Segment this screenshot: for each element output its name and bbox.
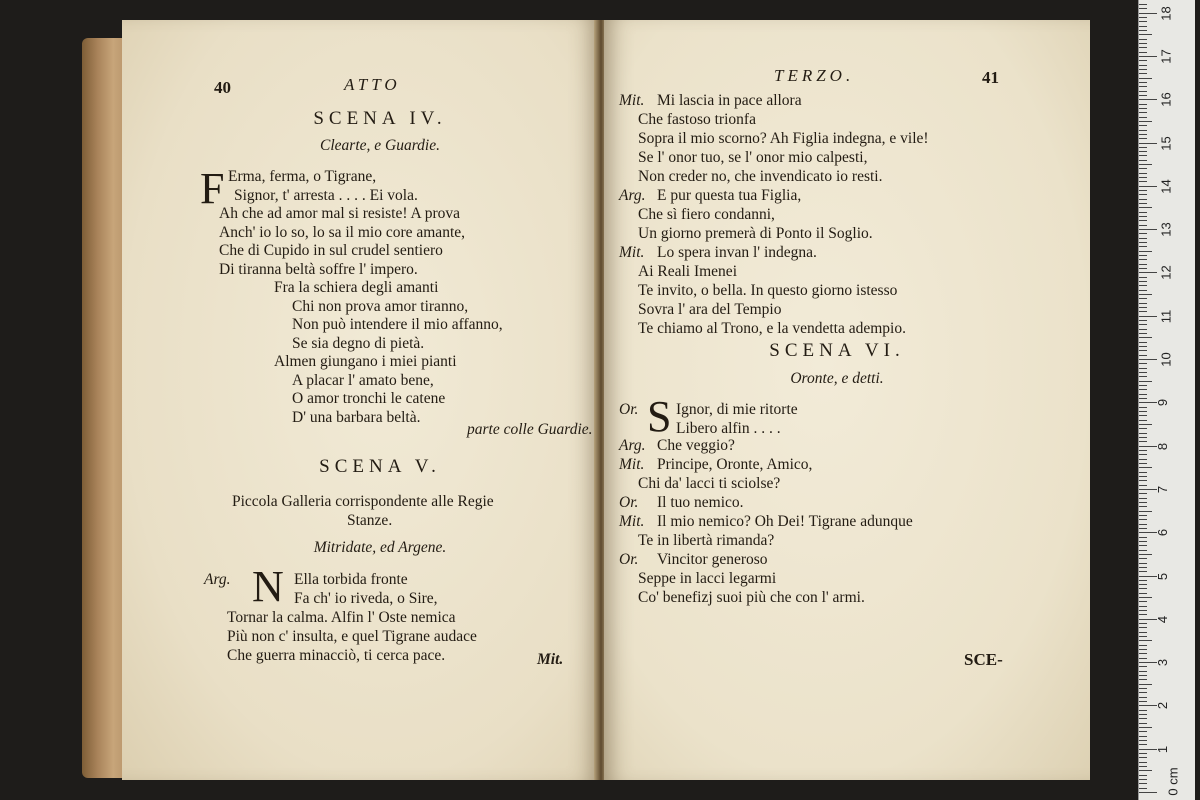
ruler-tick bbox=[1139, 108, 1147, 109]
verse-line: Almen giungano i miei pianti bbox=[274, 353, 457, 370]
ruler-tick bbox=[1139, 86, 1147, 87]
ruler-tick bbox=[1139, 710, 1147, 711]
verse-line: Non può intendere il mio affanno, bbox=[292, 316, 503, 333]
verse-line: Te invito, o bella. In questo giorno istesso bbox=[638, 282, 898, 299]
ruler-tick bbox=[1139, 30, 1147, 31]
ruler-tick bbox=[1139, 207, 1152, 208]
ruler-tick bbox=[1139, 143, 1157, 144]
ruler-tick bbox=[1139, 359, 1157, 360]
ruler-number: 15 bbox=[1158, 135, 1174, 151]
speaker-label: Mit. bbox=[619, 92, 645, 109]
ruler-tick bbox=[1139, 69, 1147, 70]
ruler-tick bbox=[1139, 264, 1147, 265]
ruler-tick bbox=[1139, 121, 1152, 122]
ruler-tick bbox=[1139, 744, 1147, 745]
ruler-tick bbox=[1139, 355, 1147, 356]
verse-line: Di tiranna beltà soffre l' impero. bbox=[219, 260, 418, 278]
ruler-tick bbox=[1139, 415, 1147, 416]
ruler-tick bbox=[1139, 324, 1147, 325]
ruler-number: 1 bbox=[1155, 745, 1171, 753]
ruler-tick bbox=[1139, 168, 1147, 169]
ruler-tick bbox=[1139, 91, 1147, 92]
ruler-tick bbox=[1139, 186, 1157, 187]
ruler-tick bbox=[1139, 285, 1147, 286]
scene-setting: Stanze. bbox=[347, 512, 393, 529]
drop-cap: N bbox=[252, 562, 284, 611]
verse-line: Un giorno premerà di Ponto il Soglio. bbox=[638, 225, 873, 242]
ruler-tick bbox=[1139, 610, 1147, 611]
ruler-tick bbox=[1139, 268, 1147, 269]
ruler-number: 11 bbox=[1158, 309, 1174, 323]
ruler-tick bbox=[1139, 294, 1152, 295]
ruler-tick bbox=[1139, 524, 1147, 525]
verse-line: Mi lascia in pace allora bbox=[657, 92, 802, 109]
ruler-tick bbox=[1139, 4, 1147, 5]
ruler-tick bbox=[1139, 52, 1147, 53]
ruler-tick bbox=[1139, 385, 1147, 386]
ruler-tick bbox=[1139, 653, 1147, 654]
ruler-tick bbox=[1139, 337, 1152, 338]
verse-line: Il mio nemico? Oh Dei! Tigrane adunque bbox=[657, 513, 913, 530]
verse-line: Fra la schiera degli amanti bbox=[274, 279, 439, 296]
ruler-tick bbox=[1139, 757, 1147, 758]
ruler-tick bbox=[1139, 311, 1147, 312]
ruler-tick bbox=[1139, 558, 1147, 559]
ruler-tick bbox=[1139, 130, 1147, 131]
ruler-tick bbox=[1139, 47, 1147, 48]
ruler-tick bbox=[1139, 550, 1147, 551]
speaker-label: Arg. bbox=[204, 571, 231, 588]
scene-characters: Clearte, e Guardie. bbox=[320, 137, 440, 154]
ruler-tick bbox=[1139, 450, 1147, 451]
ruler-tick bbox=[1139, 571, 1147, 572]
open-book bbox=[82, 20, 1090, 780]
verse-line: Seppe in lacci legarmi bbox=[638, 570, 777, 587]
ruler-tick bbox=[1139, 411, 1147, 412]
ruler-tick bbox=[1139, 636, 1147, 637]
ruler-tick bbox=[1139, 528, 1147, 529]
ruler-tick bbox=[1139, 95, 1147, 96]
running-head: ATTO bbox=[344, 75, 401, 94]
ruler-tick bbox=[1139, 718, 1147, 719]
verse-line: Se l' onor tuo, se l' onor mio calpesti, bbox=[638, 149, 868, 166]
ruler-tick bbox=[1139, 766, 1147, 767]
ruler-tick bbox=[1139, 316, 1157, 317]
ruler-tick bbox=[1139, 736, 1147, 737]
ruler-tick bbox=[1139, 684, 1152, 685]
speaker-label: Mit. bbox=[619, 456, 645, 473]
ruler-tick bbox=[1139, 65, 1147, 66]
ruler-tick bbox=[1139, 459, 1147, 460]
ruler-tick bbox=[1139, 485, 1147, 486]
ruler-tick bbox=[1139, 290, 1147, 291]
ruler-tick bbox=[1139, 398, 1147, 399]
ruler-number: 6 bbox=[1155, 529, 1171, 537]
ruler-tick bbox=[1139, 753, 1147, 754]
ruler-tick bbox=[1139, 350, 1147, 351]
ruler-number: 14 bbox=[1158, 179, 1174, 194]
ruler-tick bbox=[1139, 117, 1147, 118]
ruler-tick bbox=[1139, 346, 1147, 347]
ruler-number: 3 bbox=[1155, 658, 1171, 667]
ruler-tick bbox=[1139, 155, 1147, 156]
verse-line: Fa ch' io riveda, o Sire, bbox=[294, 590, 438, 607]
ruler-tick bbox=[1139, 498, 1147, 499]
ruler-tick bbox=[1139, 623, 1147, 624]
ruler-tick bbox=[1139, 246, 1147, 247]
ruler-tick bbox=[1139, 160, 1147, 161]
ruler-tick bbox=[1139, 99, 1157, 100]
ruler-tick bbox=[1139, 104, 1147, 105]
verse-line: Che fastoso trionfa bbox=[638, 111, 756, 128]
ruler-tick bbox=[1139, 731, 1147, 732]
verse-line: Che di Cupido in sul crudel sentiero bbox=[219, 242, 443, 259]
ruler-tick bbox=[1139, 467, 1152, 468]
verse-line: D' una barbara beltà. bbox=[292, 408, 421, 426]
running-head: TERZO. bbox=[774, 66, 855, 85]
ruler-tick bbox=[1139, 60, 1147, 61]
verse-line: Il tuo nemico. bbox=[657, 494, 744, 511]
verse-line: Te chiamo al Trono, e la vendetta adempio. bbox=[638, 320, 906, 337]
ruler-tick bbox=[1139, 433, 1147, 434]
ruler-tick bbox=[1139, 125, 1147, 126]
verse-line: Più non c' insulta, e quel Tigrane audace bbox=[227, 628, 477, 645]
ruler-tick bbox=[1139, 515, 1147, 516]
scene-characters: Mitridate, ed Argene. bbox=[313, 539, 447, 556]
drop-cap: S bbox=[647, 392, 672, 441]
stage-direction: parte colle Guardie. bbox=[467, 421, 593, 438]
ruler-tick bbox=[1139, 692, 1147, 693]
ruler-tick bbox=[1139, 78, 1152, 79]
ruler-tick bbox=[1139, 56, 1157, 57]
speaker-label: Mit. bbox=[619, 244, 645, 261]
ruler-tick bbox=[1139, 298, 1147, 299]
ruler-tick bbox=[1139, 320, 1147, 321]
ruler-tick bbox=[1139, 597, 1152, 598]
ruler-tick bbox=[1139, 688, 1147, 689]
ruler-tick bbox=[1139, 640, 1152, 641]
ruler-tick bbox=[1139, 272, 1157, 273]
scene-title: SCENA VI. bbox=[769, 340, 905, 361]
ruler-tick bbox=[1139, 329, 1147, 330]
ruler-tick bbox=[1139, 658, 1147, 659]
measurement-ruler bbox=[1138, 0, 1195, 800]
ruler-tick bbox=[1139, 601, 1147, 602]
verse-line: Non creder no, che invendicato io resti. bbox=[638, 168, 883, 185]
verse-line: Che sì fiero condanni, bbox=[638, 206, 775, 223]
ruler-tick bbox=[1139, 134, 1147, 135]
ruler-tick bbox=[1139, 259, 1147, 260]
ruler-tick bbox=[1139, 203, 1147, 204]
ruler-tick bbox=[1139, 21, 1147, 22]
ruler-tick bbox=[1139, 775, 1147, 776]
page-number: 40 bbox=[214, 78, 231, 97]
ruler-tick bbox=[1139, 138, 1147, 139]
ruler-tick bbox=[1139, 147, 1147, 148]
ruler-tick bbox=[1139, 303, 1147, 304]
left-page bbox=[122, 20, 598, 780]
ruler-tick bbox=[1139, 480, 1147, 481]
ruler-tick bbox=[1139, 727, 1152, 728]
ruler-number: 10 bbox=[1158, 352, 1174, 367]
drop-cap: F bbox=[200, 164, 225, 213]
ruler-number: 13 bbox=[1158, 222, 1174, 237]
ruler-tick bbox=[1139, 675, 1147, 676]
ruler-tick bbox=[1139, 714, 1147, 715]
ruler-tick bbox=[1139, 73, 1147, 74]
ruler-tick bbox=[1139, 519, 1147, 520]
verse-line: Principe, Oronte, Amico, bbox=[657, 456, 813, 473]
verse-line: Anch' io lo so, lo sa il mio core amante, bbox=[219, 223, 466, 241]
verse-line: Chi da' lacci ti sciolse? bbox=[638, 475, 781, 492]
verse-line: Ah che ad amor mal si resiste! A prova bbox=[219, 205, 461, 222]
verse-line: Ai Reali Imenei bbox=[638, 263, 737, 280]
ruler-tick bbox=[1139, 567, 1147, 568]
ruler-tick bbox=[1139, 762, 1147, 763]
scene-title: SCENA V. bbox=[319, 456, 441, 477]
ruler-tick bbox=[1139, 428, 1147, 429]
verse-line: Vincitor generoso bbox=[657, 551, 768, 568]
ruler-tick bbox=[1139, 13, 1157, 14]
ruler-tick bbox=[1139, 441, 1147, 442]
ruler-tick bbox=[1139, 701, 1147, 702]
ruler-number: 16 bbox=[1158, 92, 1174, 107]
ruler-tick bbox=[1139, 242, 1147, 243]
verse-line: Che veggio? bbox=[657, 437, 735, 454]
ruler-tick bbox=[1139, 255, 1147, 256]
verse-line: Sovra l' ara del Tempio bbox=[638, 301, 782, 318]
ruler-tick bbox=[1139, 788, 1147, 789]
speaker-label: Mit. bbox=[619, 513, 645, 530]
ruler-tick bbox=[1139, 389, 1147, 390]
verse-line: Che guerra minacciò, ti cerca pace. bbox=[227, 647, 446, 664]
ruler-tick bbox=[1139, 424, 1152, 425]
ruler-tick bbox=[1139, 17, 1147, 18]
ruler-number: 8 bbox=[1155, 442, 1171, 450]
verse-line: Ignor, di mie ritorte bbox=[676, 401, 798, 418]
verse-line: Se sia degno di pietà. bbox=[292, 334, 425, 352]
ruler-tick bbox=[1139, 584, 1147, 585]
verse-line: Erma, ferma, o Tigrane, bbox=[228, 168, 377, 185]
ruler-tick bbox=[1139, 233, 1147, 234]
scene-characters: Oronte, e detti. bbox=[790, 370, 884, 387]
verse-line: E pur questa tua Figlia, bbox=[657, 187, 802, 204]
ruler-tick bbox=[1139, 580, 1147, 581]
verse-line: A placar l' amato bene, bbox=[292, 371, 434, 389]
verse-line: Te in libertà rimanda? bbox=[638, 532, 775, 549]
ruler-label: 0 cm bbox=[1165, 767, 1181, 796]
ruler-tick bbox=[1139, 420, 1147, 421]
ruler-tick bbox=[1139, 342, 1147, 343]
scene-setting: Piccola Galleria corrispondente alle Regie bbox=[232, 493, 494, 510]
ruler-tick bbox=[1139, 381, 1152, 382]
ruler-number: 2 bbox=[1155, 702, 1171, 710]
ruler-tick bbox=[1139, 216, 1147, 217]
ruler-tick bbox=[1139, 537, 1147, 538]
ruler-tick bbox=[1139, 194, 1147, 195]
verse-line: Sopra il mio scorno? Ah Figlia indegna, e vile! bbox=[638, 130, 929, 147]
ruler-tick bbox=[1139, 173, 1147, 174]
ruler-tick bbox=[1139, 281, 1147, 282]
ruler-tick bbox=[1139, 368, 1147, 369]
ruler-tick bbox=[1139, 307, 1147, 308]
ruler-tick bbox=[1139, 606, 1147, 607]
ruler-number: 17 bbox=[1158, 49, 1174, 64]
ruler-tick bbox=[1139, 645, 1147, 646]
ruler-number: 7 bbox=[1155, 485, 1171, 494]
ruler-tick bbox=[1139, 212, 1147, 213]
ruler-tick bbox=[1139, 407, 1147, 408]
ruler-tick bbox=[1139, 649, 1147, 650]
ruler-number: 9 bbox=[1155, 399, 1171, 407]
ruler-tick bbox=[1139, 372, 1147, 373]
ruler-tick bbox=[1139, 229, 1157, 230]
ruler-tick bbox=[1139, 43, 1147, 44]
ruler-tick bbox=[1139, 783, 1147, 784]
ruler-number: 18 bbox=[1158, 5, 1174, 21]
ruler-tick bbox=[1139, 770, 1152, 771]
ruler-tick bbox=[1139, 376, 1147, 377]
ruler-tick bbox=[1139, 437, 1147, 438]
right-page bbox=[604, 20, 1090, 780]
ruler-tick bbox=[1139, 277, 1147, 278]
ruler-tick bbox=[1139, 181, 1147, 182]
verse-line: Lo spera invan l' indegna. bbox=[657, 244, 817, 261]
catchword: SCE- bbox=[964, 650, 1003, 669]
ruler-tick bbox=[1139, 740, 1147, 741]
ruler-tick bbox=[1139, 394, 1147, 395]
verse-line: Tornar la calma. Alfin l' Oste nemica bbox=[227, 609, 456, 626]
catchword: Mit. bbox=[537, 651, 564, 668]
ruler-tick bbox=[1139, 220, 1147, 221]
ruler-tick bbox=[1139, 26, 1147, 27]
ruler-tick bbox=[1139, 593, 1147, 594]
ruler-tick bbox=[1139, 463, 1147, 464]
ruler-tick bbox=[1139, 190, 1147, 191]
ruler-tick bbox=[1139, 177, 1147, 178]
ruler-tick bbox=[1139, 112, 1147, 113]
ruler-tick bbox=[1139, 563, 1147, 564]
ruler-tick bbox=[1139, 39, 1147, 40]
ruler-tick bbox=[1139, 454, 1147, 455]
ruler-tick bbox=[1139, 697, 1147, 698]
ruler-tick bbox=[1139, 679, 1147, 680]
ruler-tick bbox=[1139, 225, 1147, 226]
ruler-tick bbox=[1139, 511, 1152, 512]
ruler-tick bbox=[1139, 627, 1147, 628]
speaker-label: Arg. bbox=[619, 437, 646, 454]
ruler-tick bbox=[1139, 671, 1147, 672]
ruler-tick bbox=[1139, 493, 1147, 494]
ruler-tick bbox=[1139, 779, 1147, 780]
ruler-tick bbox=[1139, 199, 1147, 200]
ruler-tick bbox=[1139, 363, 1147, 364]
ruler-tick bbox=[1139, 333, 1147, 334]
verse-line: Chi non prova amor tiranno, bbox=[292, 297, 469, 315]
verse-line: Co' benefizj suoi più che con l' armi. bbox=[638, 589, 865, 606]
speaker-label: Or. bbox=[619, 494, 639, 511]
ruler-tick bbox=[1139, 614, 1147, 615]
ruler-number: 4 bbox=[1155, 615, 1171, 623]
ruler-tick bbox=[1139, 82, 1147, 83]
ruler-tick bbox=[1139, 238, 1147, 239]
verse-line: Ella torbida fronte bbox=[294, 571, 408, 588]
ruler-tick bbox=[1139, 666, 1147, 667]
ruler-tick bbox=[1139, 541, 1147, 542]
ruler-tick bbox=[1139, 8, 1147, 9]
ruler-tick bbox=[1139, 723, 1147, 724]
speaker-label: Or. bbox=[619, 401, 639, 418]
ruler-tick bbox=[1139, 164, 1152, 165]
ruler-number: 12 bbox=[1158, 265, 1174, 281]
ruler-tick bbox=[1139, 251, 1152, 252]
verse-line: O amor tronchi le catene bbox=[292, 390, 446, 407]
ruler-tick bbox=[1139, 506, 1147, 507]
ruler-tick bbox=[1139, 151, 1147, 152]
speaker-label: Or. bbox=[619, 551, 639, 568]
scene-title: SCENA IV. bbox=[313, 108, 447, 129]
verse-line: Signor, t' arresta . . . . Ei vola. bbox=[234, 186, 418, 204]
ruler-tick bbox=[1139, 476, 1147, 477]
ruler-tick bbox=[1139, 632, 1147, 633]
ruler-tick bbox=[1139, 792, 1157, 793]
page-number: 41 bbox=[982, 68, 999, 87]
verse-line: Libero alfin . . . . bbox=[676, 420, 781, 437]
speaker-label: Arg. bbox=[619, 187, 646, 204]
ruler-tick bbox=[1139, 545, 1147, 546]
ruler-tick bbox=[1139, 588, 1147, 589]
ruler-tick bbox=[1139, 472, 1147, 473]
ruler-tick bbox=[1139, 554, 1152, 555]
ruler-tick bbox=[1139, 502, 1147, 503]
ruler-number: 5 bbox=[1155, 572, 1171, 580]
ruler-tick bbox=[1139, 34, 1152, 35]
